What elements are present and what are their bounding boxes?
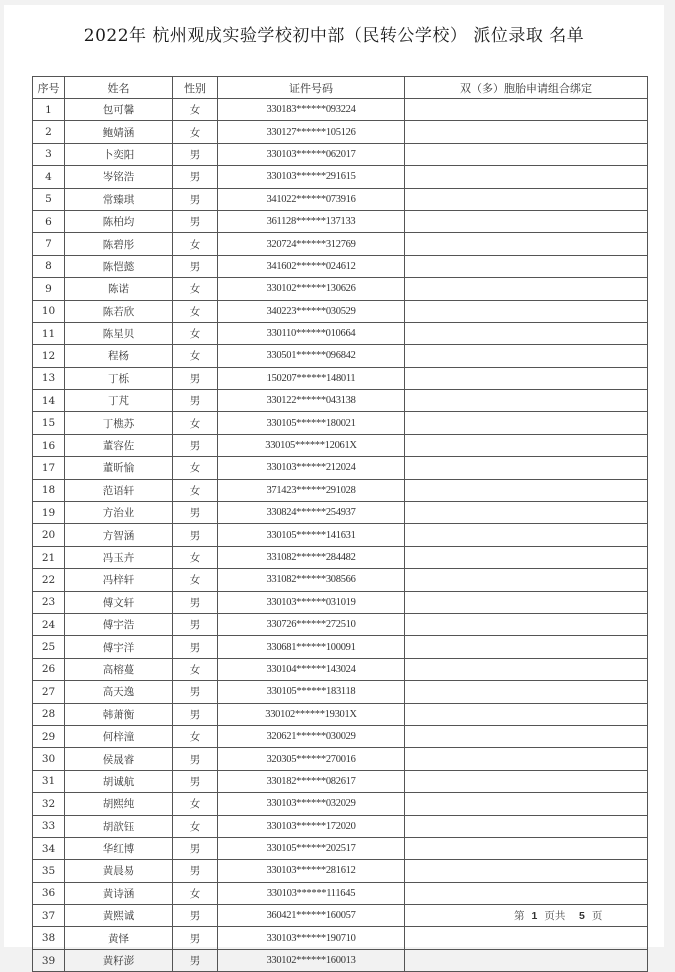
cell-index: 34 [33,837,65,859]
cell-twins-binding [405,210,648,232]
total-pages: 5 [579,910,585,922]
cell-id-number: 330182******082617 [218,770,405,792]
cell-gender: 男 [173,613,218,635]
cell-index: 17 [33,457,65,479]
cell-id-number: 330681******100091 [218,636,405,658]
cell-id-number: 330105******202517 [218,837,405,859]
cell-twins-binding [405,636,648,658]
cell-name: 包可馨 [65,99,173,121]
cell-twins-binding [405,770,648,792]
cell-twins-binding [405,300,648,322]
cell-index: 39 [33,949,65,971]
cell-name: 韩萧衡 [65,703,173,725]
page-title: 2022年 杭州观成实验学校初中部（民转公学校） 派位录取 名单 [83,26,585,46]
table-row [33,703,648,725]
cell-gender: 男 [173,703,218,725]
cell-index: 13 [33,367,65,389]
cell-gender: 女 [173,658,218,680]
table-row [33,367,648,389]
cell-name: 高天逸 [65,681,173,703]
cell-name: 丁樵苏 [65,412,173,434]
cell-id-number: 340223******030529 [218,300,405,322]
cell-twins-binding [405,815,648,837]
admission-table [32,76,648,972]
cell-twins-binding [405,748,648,770]
cell-name: 傅宇洋 [65,636,173,658]
cell-name: 陈诺 [65,278,173,300]
cell-id-number: 330110******010664 [218,322,405,344]
table-row [33,860,648,882]
cell-index: 35 [33,860,65,882]
cell-index: 12 [33,345,65,367]
table-row [33,748,648,770]
table-row [33,278,648,300]
table-row [33,569,648,591]
table-row [33,770,648,792]
cell-gender: 男 [173,949,218,971]
cell-name: 陈柏均 [65,210,173,232]
cell-name: 董昕愉 [65,457,173,479]
cell-gender: 女 [173,412,218,434]
cell-twins-binding [405,121,648,143]
cell-id-number: 330103******032029 [218,793,405,815]
page-counter [514,908,609,923]
cell-name: 黄晨易 [65,860,173,882]
cell-name: 陈恺懿 [65,255,173,277]
cell-gender: 男 [173,860,218,882]
cell-index: 6 [33,210,65,232]
cell-id-number: 330103******190710 [218,927,405,949]
cell-gender: 女 [173,546,218,568]
cell-id-number: 330103******281612 [218,860,405,882]
header-gender: 性别 [173,77,218,99]
cell-gender: 男 [173,591,218,613]
cell-index: 5 [33,188,65,210]
cell-id-number: 331082******284482 [218,546,405,568]
cell-name: 黄怿 [65,927,173,949]
cell-gender: 男 [173,524,218,546]
cell-index: 30 [33,748,65,770]
table-row [33,502,648,524]
table-row [33,725,648,747]
cell-twins-binding [405,949,648,971]
cell-id-number: 330102******130626 [218,278,405,300]
cell-index: 23 [33,591,65,613]
cell-index: 21 [33,546,65,568]
page-mid: 页共 [544,910,566,922]
cell-id-number: 330105******12061X [218,434,405,456]
table-row [33,233,648,255]
cell-twins-binding [405,367,648,389]
cell-twins-binding [405,166,648,188]
cell-index: 9 [33,278,65,300]
page-suffix: 页 [591,910,603,922]
cell-index: 19 [33,502,65,524]
cell-name: 黄籽澎 [65,949,173,971]
cell-id-number: 330103******291615 [218,166,405,188]
cell-index: 11 [33,322,65,344]
table-row [33,949,648,971]
cell-gender: 男 [173,434,218,456]
cell-id-number: 341602******024612 [218,255,405,277]
cell-id-number: 361128******137133 [218,210,405,232]
cell-id-number: 330824******254937 [218,502,405,524]
cell-twins-binding [405,434,648,456]
table-row [33,345,648,367]
cell-gender: 男 [173,255,218,277]
cell-twins-binding [405,233,648,255]
header-index: 序号 [33,77,65,99]
cell-twins-binding [405,882,648,904]
cell-id-number: 330105******180021 [218,412,405,434]
table-row [33,99,648,121]
cell-twins-binding [405,613,648,635]
cell-gender: 男 [173,681,218,703]
cell-id-number: 330105******141631 [218,524,405,546]
cell-id-number: 330103******172020 [218,815,405,837]
table-row [33,546,648,568]
cell-index: 31 [33,770,65,792]
header-id-number: 证件号码 [218,77,405,99]
cell-twins-binding [405,658,648,680]
cell-gender: 女 [173,457,218,479]
cell-gender: 男 [173,166,218,188]
table-row [33,255,648,277]
cell-id-number: 330104******143024 [218,658,405,680]
cell-gender: 男 [173,636,218,658]
table-row [33,636,648,658]
cell-twins-binding [405,99,648,121]
cell-twins-binding [405,188,648,210]
cell-gender: 女 [173,479,218,501]
header-twins-binding: 双（多）胞胎申请组合绑定 [405,77,648,99]
page-prefix: 第 [514,910,525,922]
cell-id-number: 341022******073916 [218,188,405,210]
cell-index: 32 [33,793,65,815]
cell-name: 常臻琪 [65,188,173,210]
cell-twins-binding [405,860,648,882]
cell-gender: 男 [173,748,218,770]
cell-gender: 女 [173,99,218,121]
cell-twins-binding [405,546,648,568]
table-row [33,837,648,859]
cell-id-number: 330183******093224 [218,99,405,121]
cell-id-number: 330105******183118 [218,681,405,703]
cell-id-number: 320305******270016 [218,748,405,770]
cell-name: 傅宇浩 [65,613,173,635]
cell-name: 高榕蔓 [65,658,173,680]
cell-twins-binding [405,837,648,859]
cell-index: 27 [33,681,65,703]
cell-id-number: 371423******291028 [218,479,405,501]
cell-name: 陈若欣 [65,300,173,322]
cell-index: 8 [33,255,65,277]
cell-twins-binding [405,927,648,949]
cell-twins-binding [405,703,648,725]
cell-name: 傅文轩 [65,591,173,613]
cell-id-number: 360421******160057 [218,905,405,927]
cell-gender: 男 [173,188,218,210]
table-row [33,300,648,322]
cell-name: 胡熙纯 [65,793,173,815]
cell-index: 38 [33,927,65,949]
cell-gender: 男 [173,367,218,389]
cell-gender: 女 [173,793,218,815]
cell-index: 14 [33,390,65,412]
cell-id-number: 320724******312769 [218,233,405,255]
cell-name: 董容佐 [65,434,173,456]
cell-name: 方治业 [65,502,173,524]
cell-id-number: 330103******212024 [218,457,405,479]
table-row [33,322,648,344]
cell-id-number: 330103******111645 [218,882,405,904]
cell-index: 10 [33,300,65,322]
cell-twins-binding [405,412,648,434]
cell-name: 丁芃 [65,390,173,412]
cell-gender: 男 [173,143,218,165]
cell-gender: 女 [173,882,218,904]
cell-index: 25 [33,636,65,658]
cell-gender: 女 [173,345,218,367]
table-row [33,166,648,188]
cell-name: 陈星贝 [65,322,173,344]
cell-name: 丁栎 [65,367,173,389]
cell-name: 鲍婧涵 [65,121,173,143]
table-row [33,815,648,837]
cell-twins-binding [405,457,648,479]
cell-id-number: 330102******19301X [218,703,405,725]
cell-index: 36 [33,882,65,904]
cell-twins-binding [405,255,648,277]
cell-id-number: 330103******062017 [218,143,405,165]
cell-gender: 女 [173,121,218,143]
cell-index: 37 [33,905,65,927]
table-row [33,143,648,165]
cell-name: 方智涵 [65,524,173,546]
cell-gender: 女 [173,322,218,344]
current-page: 1 [531,910,538,922]
table-row [33,121,648,143]
cell-id-number: 331082******308566 [218,569,405,591]
cell-gender: 女 [173,569,218,591]
cell-id-number: 320621******030029 [218,725,405,747]
cell-gender: 男 [173,770,218,792]
cell-id-number: 330103******031019 [218,591,405,613]
cell-index: 7 [33,233,65,255]
cell-gender: 男 [173,390,218,412]
cell-twins-binding [405,681,648,703]
cell-index: 1 [33,99,65,121]
cell-index: 33 [33,815,65,837]
cell-index: 28 [33,703,65,725]
cell-twins-binding [405,390,648,412]
cell-twins-binding [405,345,648,367]
cell-name: 冯玉卉 [65,546,173,568]
table-row [33,524,648,546]
cell-index: 22 [33,569,65,591]
table-row [33,188,648,210]
cell-gender: 男 [173,210,218,232]
cell-index: 24 [33,613,65,635]
table-row [33,613,648,635]
cell-index: 15 [33,412,65,434]
table-row [33,591,648,613]
cell-index: 4 [33,166,65,188]
cell-gender: 男 [173,837,218,859]
cell-name: 陈碧彤 [65,233,173,255]
cell-index: 16 [33,434,65,456]
cell-id-number: 330127******105126 [218,121,405,143]
cell-index: 20 [33,524,65,546]
cell-twins-binding [405,322,648,344]
table-row [33,793,648,815]
cell-name: 华红博 [65,837,173,859]
cell-id-number: 330726******272510 [218,613,405,635]
cell-index: 3 [33,143,65,165]
cell-twins-binding [405,502,648,524]
cell-gender: 女 [173,233,218,255]
cell-id-number: 330102******160013 [218,949,405,971]
cell-name: 胡诚航 [65,770,173,792]
cell-gender: 男 [173,905,218,927]
table-row [33,457,648,479]
cell-gender: 女 [173,300,218,322]
cell-gender: 女 [173,725,218,747]
cell-name: 黄熙诚 [65,905,173,927]
cell-index: 2 [33,121,65,143]
cell-gender: 男 [173,927,218,949]
cell-gender: 男 [173,502,218,524]
cell-twins-binding [405,524,648,546]
cell-gender: 女 [173,815,218,837]
cell-id-number: 150207******148011 [218,367,405,389]
cell-index: 26 [33,658,65,680]
table-row [33,390,648,412]
table-row [33,927,648,949]
cell-name: 何梓潼 [65,725,173,747]
cell-name: 黄诗涵 [65,882,173,904]
cell-name: 范语轩 [65,479,173,501]
cell-gender: 女 [173,278,218,300]
table-row [33,479,648,501]
cell-twins-binding [405,591,648,613]
cell-id-number: 330501******096842 [218,345,405,367]
table-body [33,99,648,972]
document-page [4,5,664,968]
cell-twins-binding [405,569,648,591]
cell-index: 18 [33,479,65,501]
header-name: 姓名 [65,77,173,99]
table-row [33,412,648,434]
cell-twins-binding [405,725,648,747]
cell-index: 29 [33,725,65,747]
cell-name: 卜奕阳 [65,143,173,165]
table-row [33,882,648,904]
cell-twins-binding [405,479,648,501]
table-header-row [33,77,648,99]
cell-twins-binding [405,278,648,300]
cell-name: 侯晟睿 [65,748,173,770]
cell-name: 程杨 [65,345,173,367]
table-row [33,210,648,232]
cell-name: 岑铭浩 [65,166,173,188]
cell-twins-binding [405,143,648,165]
table-row [33,681,648,703]
table-row [33,658,648,680]
cell-twins-binding [405,793,648,815]
cell-name: 胡歆钰 [65,815,173,837]
cell-id-number: 330122******043138 [218,390,405,412]
table-row [33,434,648,456]
cell-name: 冯梓轩 [65,569,173,591]
